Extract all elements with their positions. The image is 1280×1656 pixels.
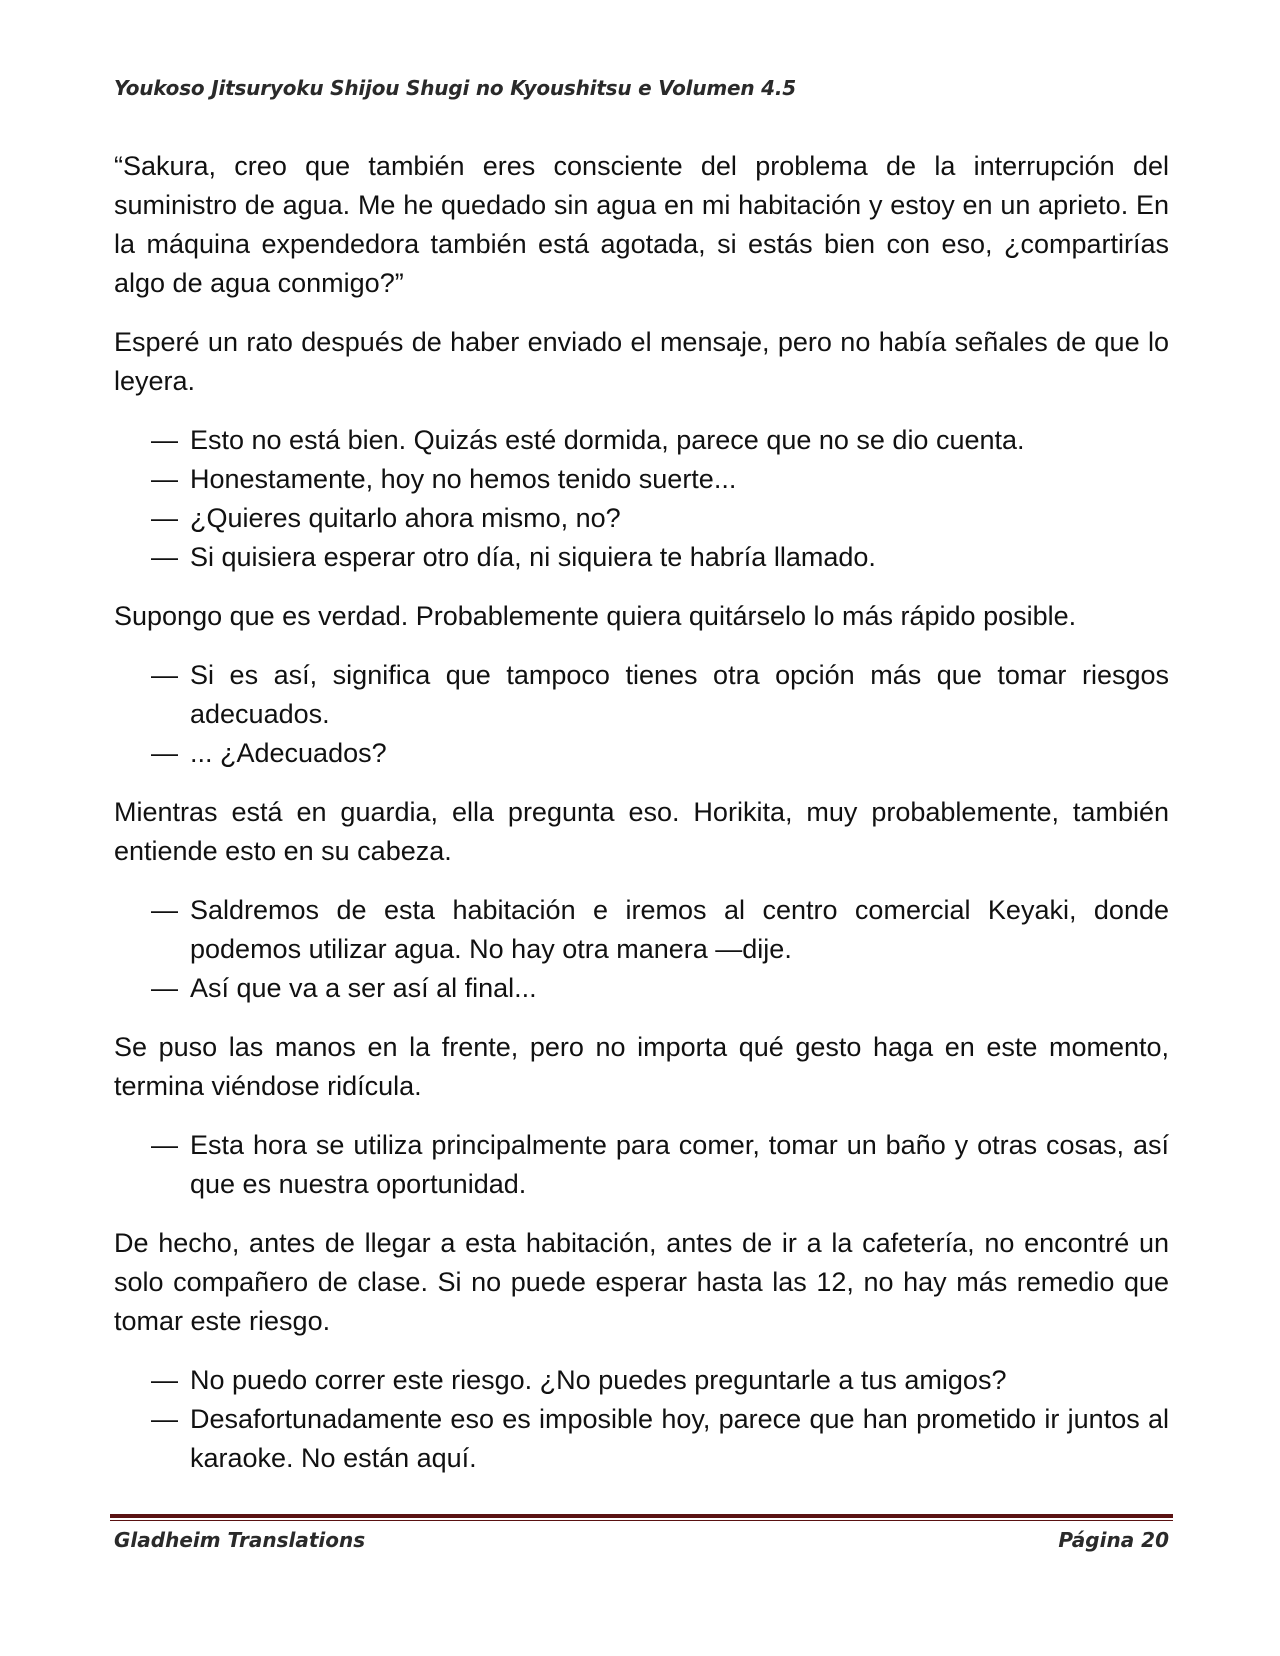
em-dash: — (151, 1130, 178, 1160)
paragraph-1: “Sakura, creo que también eres consciente del problema de la interrupción del suministro de agua. Me he quedado sin agua en mi habitación y estoy en un aprieto. En la máquina expendedora también está agotada, si estás bien con eso, ¿compartirías algo de agua conmigo?” (114, 151, 1169, 298)
paragraph-2: Esperé un rato después de haber enviado el mensaje, pero no había señales de que lo leyera. (114, 327, 1169, 396)
dialogue-line: — Así que va a ser así al final... (114, 969, 1169, 1008)
dialogue-line: — Esta hora se utiliza principalmente para comer, tomar un baño y otras cosas, así que es nuestra oportunidad. (114, 1126, 1169, 1204)
paragraph-6: De hecho, antes de llegar a esta habitación, antes de ir a la cafetería, no encontré un solo compañero de clase. Si no puede esperar hasta las 12, no hay más remedio que tomar este riesgo. (114, 1228, 1169, 1336)
dialogue-line: — Si es así, significa que tampoco tienes otra opción más que tomar riesgos adecuados. (114, 656, 1169, 734)
dialogue-line: — No puedo correr este riesgo. ¿No puedes preguntarle a tus amigos? (114, 1361, 1169, 1400)
em-dash: — (151, 503, 178, 533)
page-body (114, 147, 1169, 1498)
em-dash: — (151, 464, 178, 494)
em-dash: — (151, 1404, 178, 1434)
em-dash: — (151, 738, 178, 768)
em-dash: — (151, 1365, 178, 1395)
dialogue-line: — Si quisiera esperar otro día, ni siquiera te habría llamado. (114, 538, 1169, 577)
dialogue-line: — ¿Quieres quitarlo ahora mismo, no? (114, 499, 1169, 538)
dialogue-block-1 (114, 421, 1169, 577)
page-number: Página 20 (1058, 1528, 1169, 1552)
paragraph-3: Supongo que es verdad. Probablemente quiera quitárselo lo más rápido posible. (114, 601, 1077, 631)
page-header-title: Youkoso Jitsuryoku Shijou Shugi no Kyoushitsu e Volumen 4.5 (114, 76, 796, 100)
footer-credit: Gladheim Translations (114, 1528, 366, 1552)
footer-divider (110, 1514, 1173, 1518)
page-footer (114, 1528, 1169, 1552)
dialogue-block-3 (114, 891, 1169, 1008)
dialogue-line: — ... ¿Adecuados? (114, 734, 1169, 773)
em-dash: — (151, 973, 178, 1003)
dialogue-block-4 (114, 1126, 1169, 1204)
dialogue-line: — Esto no está bien. Quizás esté dormida, parece que no se dio cuenta. (114, 421, 1169, 460)
dialogue-block-5 (114, 1361, 1169, 1478)
em-dash: — (151, 660, 178, 690)
em-dash: — (151, 542, 178, 572)
paragraph-5: Se puso las manos en la frente, pero no importa qué gesto haga en este momento, termina viéndose ridícula. (114, 1032, 1169, 1101)
dialogue-line: — Honestamente, hoy no hemos tenido suerte... (114, 460, 1169, 499)
paragraph-4: Mientras está en guardia, ella pregunta eso. Horikita, muy probablemente, también entiende esto en su cabeza. (114, 797, 1169, 866)
em-dash: — (151, 895, 178, 925)
dialogue-line: — Desafortunadamente eso es imposible hoy, parece que han prometido ir juntos al karaoke. No están aquí. (114, 1400, 1169, 1478)
em-dash: — (151, 425, 178, 455)
dialogue-block-2 (114, 656, 1169, 773)
dialogue-line: — Saldremos de esta habitación e iremos al centro comercial Keyaki, donde podemos utilizar agua. No hay otra manera —dije. (114, 891, 1169, 969)
